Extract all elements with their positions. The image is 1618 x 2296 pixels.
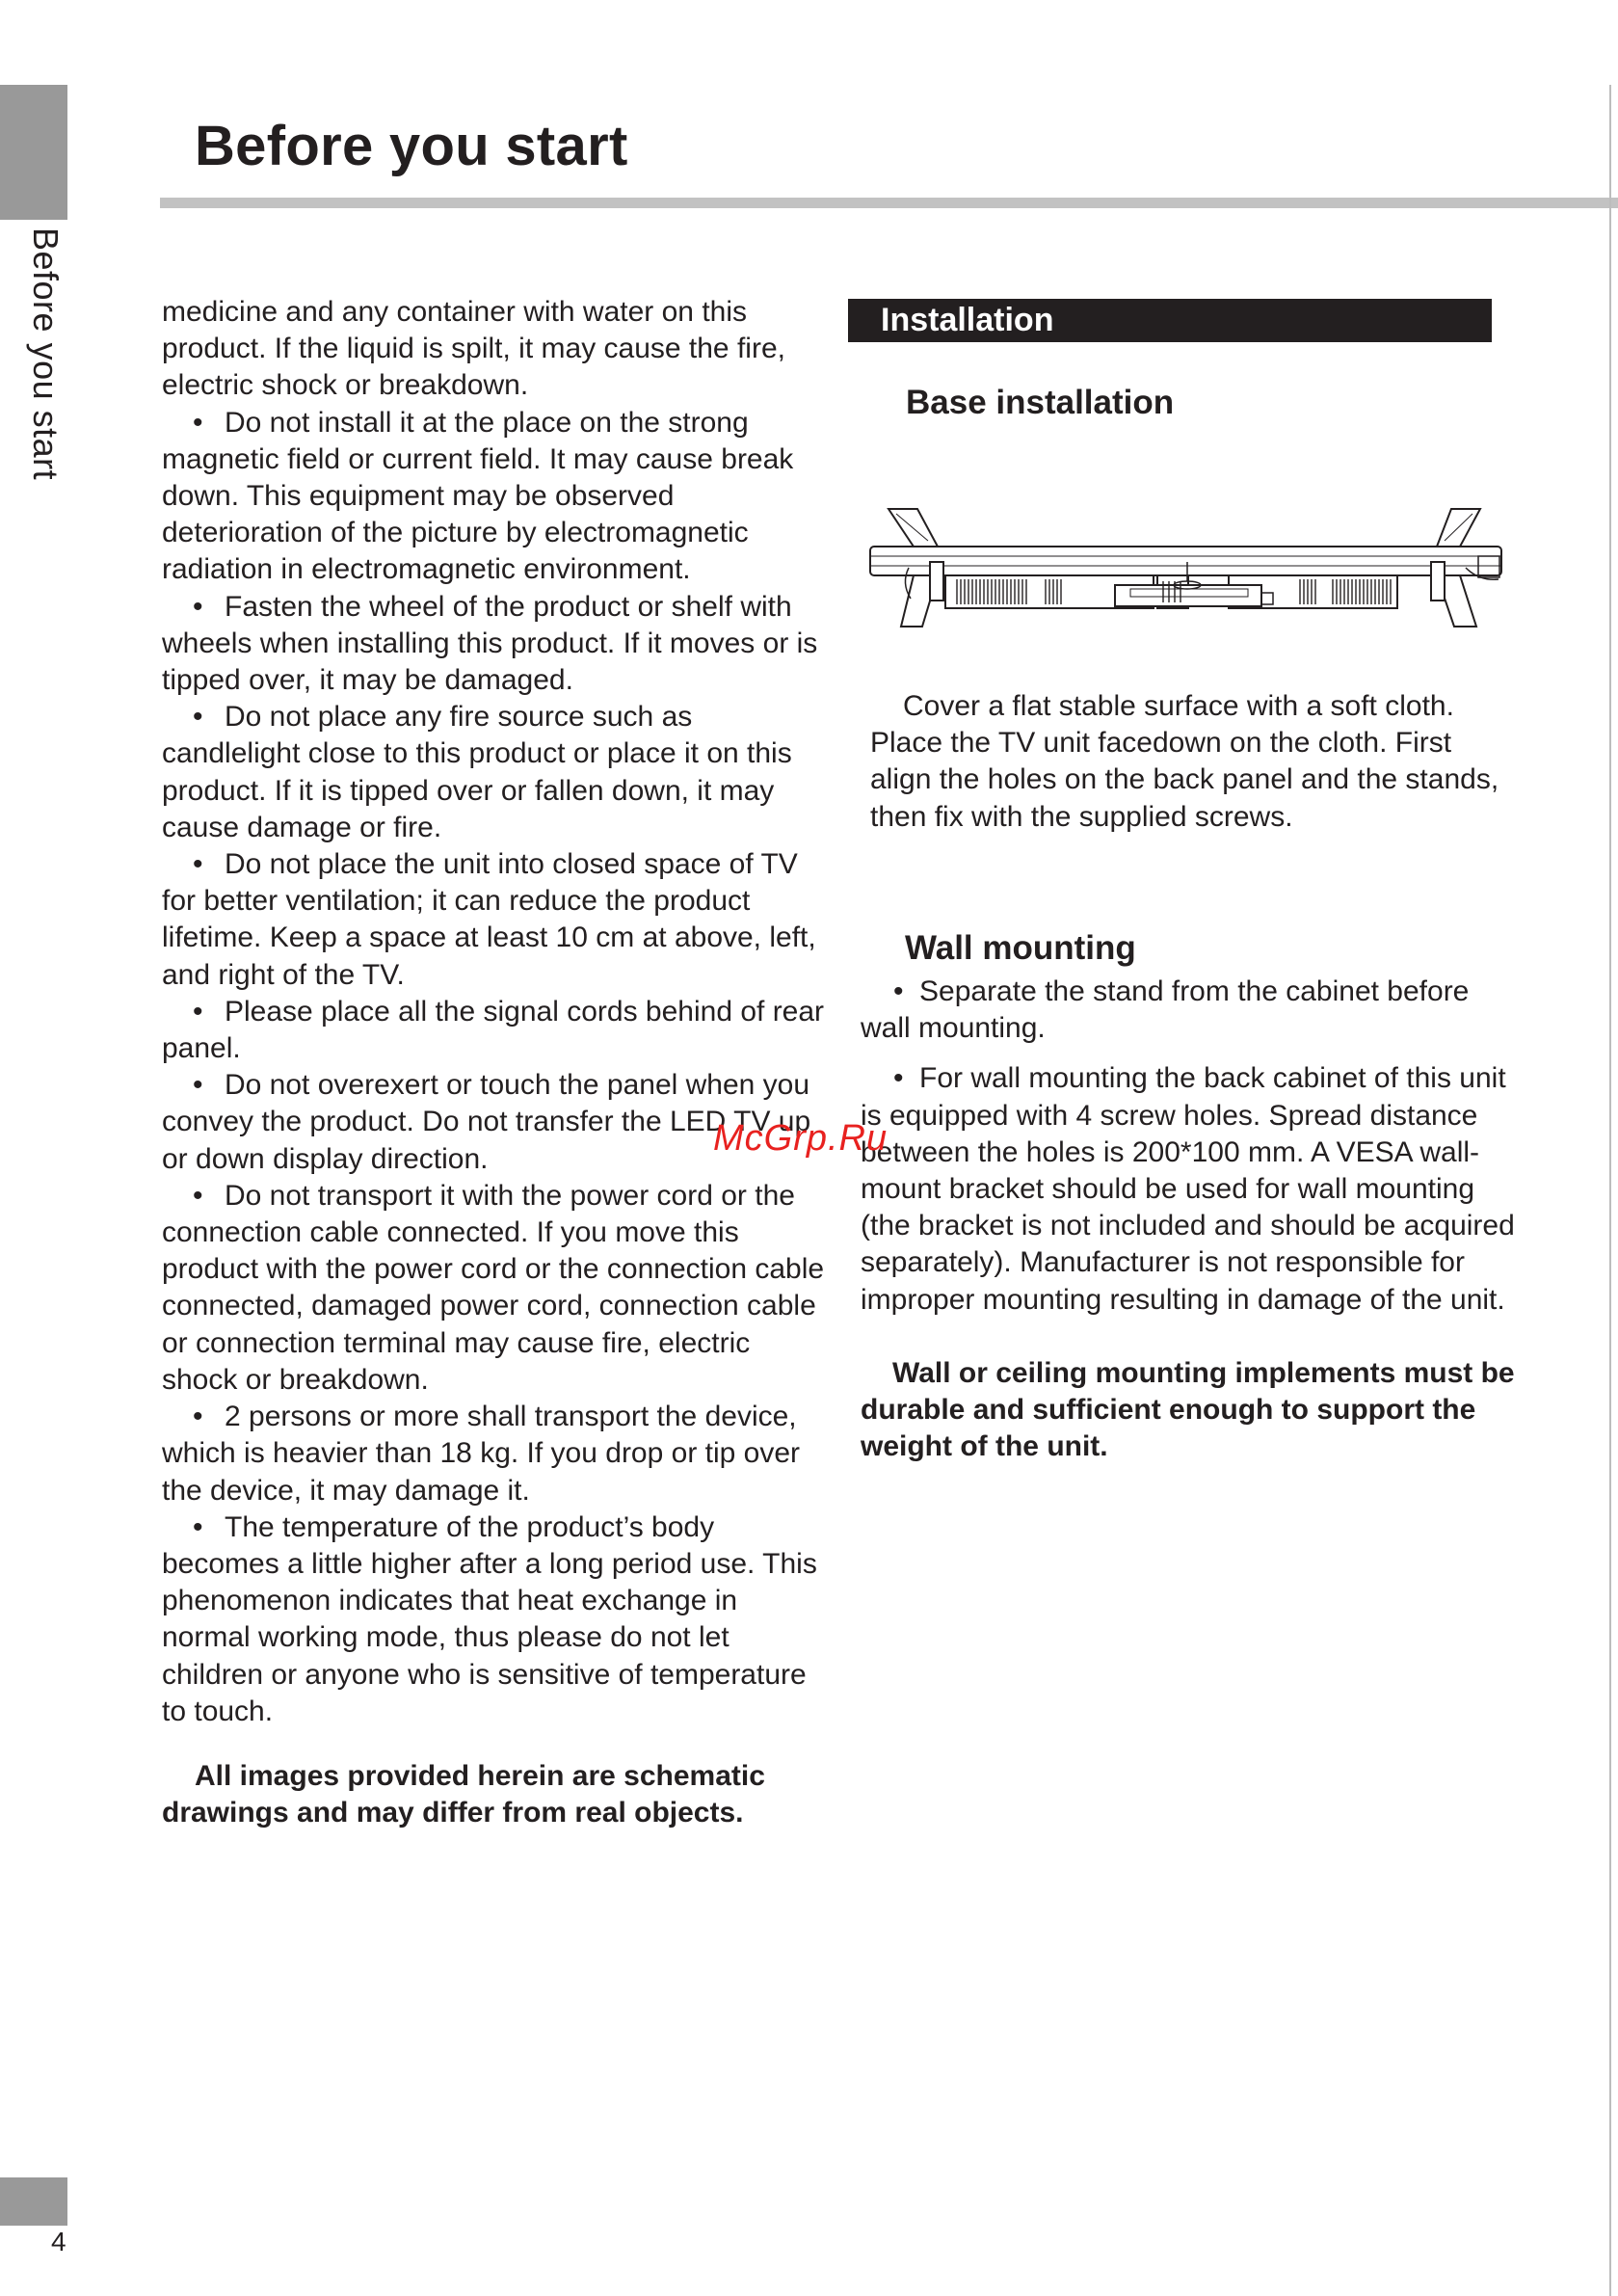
wall-mounting-instructions [861,974,1516,1465]
installation-section-header: Installation [848,299,1492,342]
safety-bullet: • Do not place the unit into closed space of TV for better ventilation; it can reduce the product lifetime. Keep a space at least 10 cm at above, left, and right of the TV. [162,846,827,994]
safety-text-column [162,294,827,1831]
continuation-paragraph: medicine and any container with water on this product. If the liquid is spilt, it may cause the fire, electric shock or breakdown. [162,296,785,402]
side-tab-marker [0,85,67,220]
mounting-warning: Wall or ceiling mounting implements must be durable and sufficient enough to support the weight of the unit. [861,1356,1515,1463]
safety-bullet: • 2 persons or more shall transport the device, which is heavier than 18 kg. If you drop or tip over the device, it may damage it. [162,1399,827,1509]
watermark: McGrp.Ru [713,1118,889,1159]
safety-bullet: • Do not place any fire source such as candlelight close to this product or place it on this product. If it is tipped over or fallen down, it may cause damage or fire. [162,699,827,846]
footer-tab-marker [0,2177,67,2226]
base-installation-instructions [870,688,1506,836]
side-tab-label: Before you start [26,227,66,481]
schematic-note: All images provided herein are schematic drawings and may differ from real objects. [162,1759,765,1829]
safety-bullet: • Do not install it at the place on the strong magnetic field or current field. It may cause break down. This equipment may be observed deterioration of the picture by electromagnetic radiation in electromagnetic environment. [162,405,827,589]
page-number: 4 [51,2227,66,2256]
wall-mounting-heading: Wall mounting [905,929,1136,967]
safety-bullet: • The temperature of the product’s body becomes a little higher after a long period use. This phenomenon indicates that heat exchange in normal working mode, thus please do not let children or anyone who is sensitive of temperature to touch. [162,1509,827,1730]
safety-bullet: • Fasten the wheel of the product or shelf with wheels when installing this product. If it moves or is tipped over, it may be damaged. [162,589,827,700]
safety-bullet: • Do not overexert or touch the panel when you convey the product. Do not transfer the LED TV up or down display direction. [162,1067,827,1178]
page-title: Before you start [195,115,628,177]
tv-base-drawing [862,504,1513,639]
base-installation-paragraph: Cover a flat stable surface with a soft cloth. Place the TV unit facedown on the cloth. First align the holes on the back panel and the stands, then fix with the supplied screws. [870,690,1499,833]
base-installation-heading: Base installation [906,384,1175,421]
wall-mounting-bullet: • Separate the stand from the cabinet before wall mounting. [861,974,1516,1047]
title-divider [160,198,1618,208]
page-edge-line [1609,85,1611,2296]
safety-bullet: • Do not transport it with the power cord or the connection cable connected. If you move this product with the power cord or the connection cable connected, damaged power cord, connection cable or connection terminal may cause fire, electric shock or breakdown. [162,1178,827,1399]
safety-bullet: • Please place all the signal cords behind of rear panel. [162,994,827,1067]
wall-mounting-bullet: • For wall mounting the back cabinet of this unit is equipped with 4 screw holes. Spread distance between the holes is 200*100 mm. A VESA wall-mount bracket should be used for wall mounting (the bracket is not included and should be acquired separately). Manufacturer is not responsible for improper mounting resulting in damage of the unit. [861,1060,1516,1318]
